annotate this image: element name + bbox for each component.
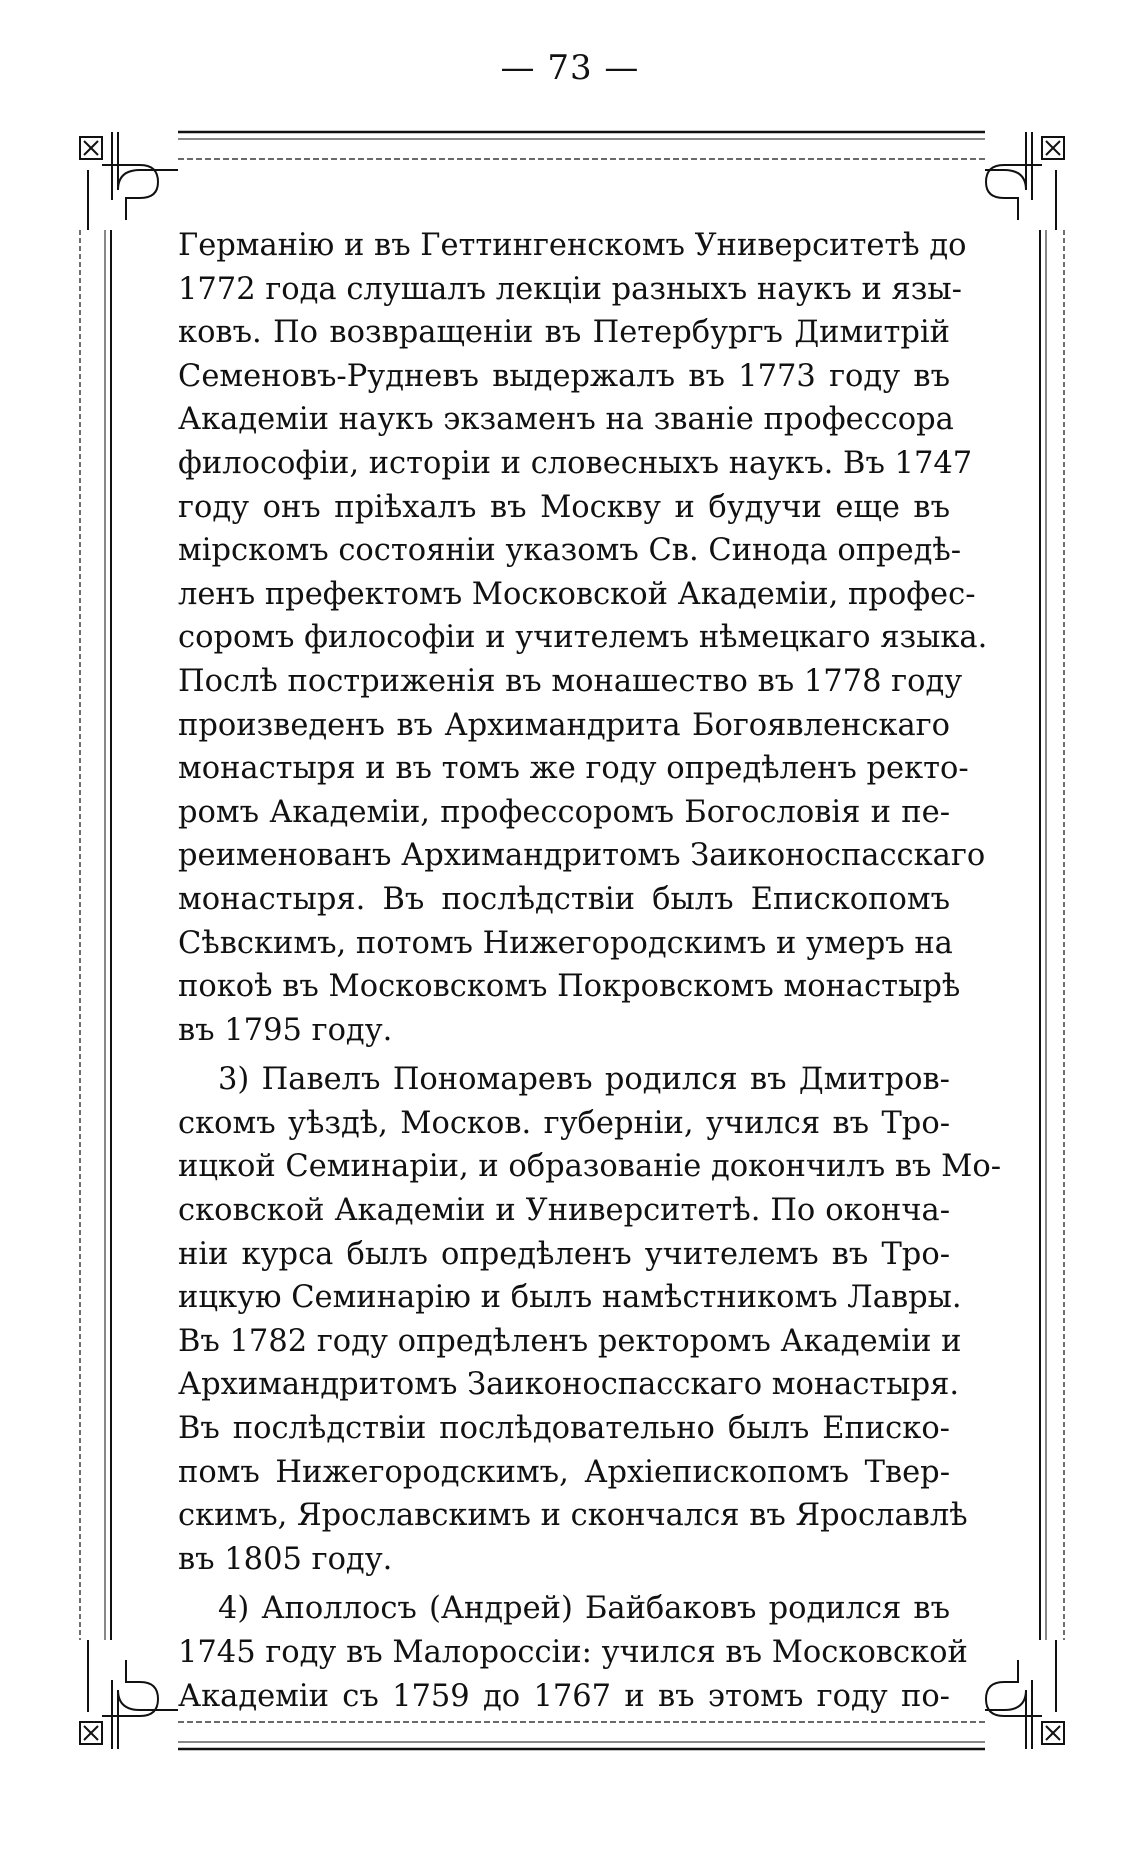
text-line: соромъ философіи и учителемъ нѣмецкаго языка. — [178, 620, 988, 656]
corner-ornament-top-left — [80, 132, 178, 230]
corner-ornament-bottom-left — [80, 1640, 178, 1749]
text-line: скомъ уѣздѣ, Москов. губерніи, учился въ Тро- — [178, 1105, 950, 1141]
text-line: реименованъ Архимандритомъ Заиконоспасскаго — [178, 838, 986, 874]
corner-ornament-top-right — [985, 132, 1064, 230]
text-line: Германію и въ Геттингенскомъ Университетѣ до — [178, 228, 967, 263]
text-line: ковъ. По возвращеніи въ Петербургъ Димитрій — [178, 315, 950, 351]
text-line: Семеновъ-Рудневъ выдержалъ въ 1773 году въ — [178, 358, 950, 394]
body-text — [178, 224, 1002, 1718]
text-line: помъ Нижегородскимъ, Архіепископомъ Твер- — [178, 1454, 950, 1490]
text-line: ицкой Семинаріи, и образованіе докончилъ въ Мо- — [178, 1149, 1002, 1185]
text-line: въ 1795 году. — [178, 1012, 393, 1048]
text-line: сковской Академіи и Университетѣ. По оконча- — [178, 1193, 950, 1229]
text-line: 3) Павелъ Пономаревъ родился въ Дмитров- — [218, 1062, 950, 1098]
text-line: Послѣ постриженія въ монашество въ 1778 году — [178, 663, 963, 699]
text-line: 1772 года слушалъ лекціи разныхъ наукъ и язы- — [178, 271, 962, 307]
text-line: произведенъ въ Архимандрита Богоявленскаго — [178, 707, 950, 743]
corner-ornament-bottom-right — [985, 1640, 1064, 1749]
page-number: — 73 — — [500, 48, 640, 88]
paragraph-3 — [178, 1587, 968, 1718]
text-line: философіи, исторіи и словесныхъ наукъ. Въ 1747 — [178, 445, 973, 481]
text-line: Сѣвскимъ, потомъ Нижегородскимъ и умеръ на — [178, 925, 953, 961]
text-line: ицкую Семинарію и былъ намѣстникомъ Лавры. — [178, 1280, 962, 1316]
text-line: 1745 году въ Малороссіи: учился въ Московской — [178, 1635, 968, 1670]
text-line: скимъ, Ярославскимъ и скончался въ Ярославлѣ — [178, 1498, 968, 1534]
text-line: ленъ префектомъ Московской Академіи, профес- — [178, 576, 976, 612]
text-line: 4) Аполлосъ (Андрей) Байбаковъ родился въ — [218, 1591, 950, 1627]
text-line: покоѣ въ Московскомъ Покровскомъ монастырѣ — [178, 969, 961, 1005]
text-line: монастыря и въ томъ же году опредѣленъ ректо- — [178, 751, 969, 787]
text-line: ромъ Академіи, профессоромъ Богословія и пе- — [178, 794, 950, 830]
text-line: Академіи съ 1759 до 1767 и въ этомъ году по- — [178, 1678, 950, 1714]
text-line: Архимандритомъ Заиконоспасскаго монастыря. — [178, 1367, 960, 1403]
text-line: въ 1805 году. — [178, 1541, 393, 1577]
text-line: мірскомъ состояніи указомъ Св. Синода опредѣ- — [178, 533, 962, 569]
text-line: Въ послѣдствіи послѣдовательно былъ Еписко- — [178, 1411, 950, 1447]
text-line: году онъ пріѣхалъ въ Москву и будучи еще въ — [178, 489, 950, 525]
text-line: монастыря. Въ послѣдствіи былъ Епископомъ — [178, 881, 950, 917]
text-line: Академіи наукъ экзаменъ на званіе профессора — [178, 402, 954, 438]
paragraph-2 — [178, 1058, 1002, 1581]
paragraph-1 — [178, 224, 988, 1052]
text-line: ніи курса былъ опредѣленъ учителемъ въ Тро- — [178, 1236, 950, 1272]
text-line: Въ 1782 году опредѣленъ ректоромъ Академіи и — [178, 1323, 962, 1359]
